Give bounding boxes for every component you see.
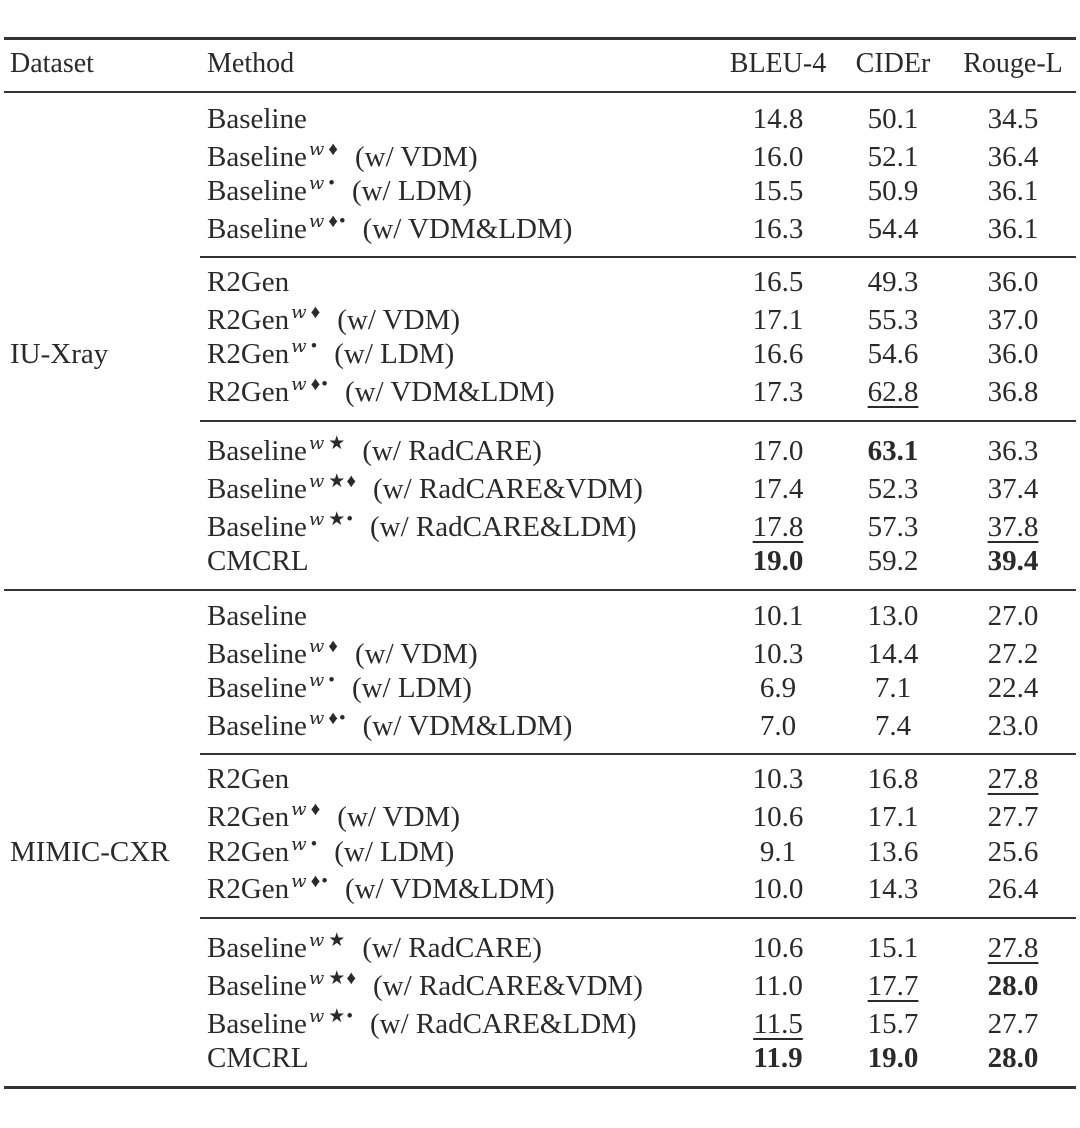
method-name: R2Gen [207, 266, 290, 298]
method-variant-marker [309, 968, 357, 989]
header-cider: CIDEr [855, 48, 931, 79]
cider-cell-value: 62.8 [867, 376, 919, 408]
superscript-w: w [291, 336, 308, 357]
bleu-cell [723, 599, 833, 633]
cider-cell-value: 7.1 [874, 672, 912, 704]
superscript-w: w [308, 433, 326, 454]
method-variant-marker [309, 636, 339, 657]
group-separator-rule [200, 256, 1076, 258]
bleu-cell-value: 17.0 [752, 435, 804, 467]
rouge-cell [955, 969, 1071, 1003]
rouge-cell-value: 28.0 [987, 970, 1039, 1002]
superscript-w: w [308, 211, 326, 232]
group-separator-rule [200, 753, 1076, 755]
method-name: Baseline [207, 638, 307, 670]
method-cell [207, 337, 454, 371]
variant-symbols: ♦• [310, 374, 329, 395]
dataset-label: MIMIC-CXR [10, 836, 170, 868]
method-variant-marker [291, 799, 321, 820]
cider-cell-value: 50.1 [867, 103, 919, 135]
bleu-cell [723, 174, 833, 208]
method-cell [207, 1007, 637, 1041]
superscript-w: w [291, 871, 308, 892]
rouge-cell [955, 472, 1071, 506]
superscript-w: w [291, 374, 308, 395]
rouge-cell-value: 22.4 [987, 672, 1039, 704]
rouge-cell [955, 709, 1071, 743]
bleu-cell [723, 872, 833, 906]
superscript-w: w [308, 139, 326, 160]
bleu-cell [723, 510, 833, 544]
variant-symbols: ★ [328, 433, 347, 454]
bleu-cell-value: 17.4 [752, 473, 804, 505]
rouge-cell [955, 337, 1071, 371]
superscript-w: w [308, 1006, 326, 1027]
method-variant-description: (w/ LDM) [334, 836, 455, 868]
rouge-cell-value: 27.8 [987, 932, 1039, 964]
method-variant-description: (w/ LDM) [334, 338, 455, 370]
method-variant-marker [309, 139, 339, 160]
method-cell [207, 510, 637, 544]
rouge-cell [955, 212, 1071, 246]
method-name: Baseline [207, 600, 307, 632]
bleu-cell [723, 337, 833, 371]
rouge-cell [955, 1041, 1071, 1075]
method-name: Baseline [207, 932, 307, 964]
cider-cell-value: 15.7 [867, 1008, 919, 1040]
group-separator-rule [200, 420, 1076, 422]
method-cell [207, 140, 478, 174]
bleu-cell [723, 800, 833, 834]
bottom-rule [4, 1086, 1076, 1089]
rouge-cell-value: 37.8 [987, 511, 1039, 543]
method-variant-description: (w/ LDM) [351, 672, 472, 704]
cider-cell [838, 102, 948, 136]
cider-cell [838, 434, 948, 468]
method-cell [207, 969, 643, 1003]
cider-cell-value: 16.8 [867, 763, 919, 795]
rouge-cell-value: 26.4 [987, 873, 1039, 905]
method-name: Baseline [207, 970, 307, 1002]
method-variant-description: (w/ VDM&LDM) [344, 376, 555, 408]
method-variant-description: (w/ VDM) [354, 141, 478, 173]
cider-cell [838, 337, 948, 371]
method-variant-description: (w/ VDM&LDM) [362, 213, 573, 245]
variant-symbols: ♦• [310, 871, 329, 892]
method-variant-marker [309, 708, 347, 729]
bleu-cell [723, 969, 833, 1003]
bleu-cell [723, 140, 833, 174]
superscript-w: w [308, 670, 326, 691]
method-name: CMCRL [207, 545, 309, 577]
rouge-cell-value: 39.4 [987, 545, 1039, 577]
method-cell [207, 931, 542, 965]
method-cell [207, 472, 643, 506]
method-name: Baseline [207, 1008, 307, 1040]
method-cell [207, 102, 307, 136]
method-variant-marker [309, 173, 336, 194]
cider-cell-value: 49.3 [867, 266, 919, 298]
cider-cell-value: 52.3 [867, 473, 919, 505]
group-separator-rule [200, 917, 1076, 919]
cider-cell [838, 709, 948, 743]
bleu-cell-value: 16.0 [752, 141, 804, 173]
variant-symbols: ★• [328, 509, 354, 530]
cider-cell [838, 1041, 948, 1075]
bleu-cell-value: 10.1 [752, 600, 804, 632]
method-variant-marker [309, 930, 346, 951]
dataset-label: IU-Xray [10, 338, 109, 370]
cider-cell-value: 50.9 [867, 175, 919, 207]
method-variant-description: (w/ RadCARE&LDM) [369, 1008, 637, 1040]
method-name: R2Gen [207, 873, 290, 905]
method-name: Baseline [207, 511, 307, 543]
cider-cell [838, 375, 948, 409]
method-variant-marker [291, 871, 329, 892]
method-cell [207, 872, 555, 906]
rouge-cell [955, 599, 1071, 633]
bleu-cell [723, 265, 833, 299]
method-variant-marker [291, 374, 329, 395]
cider-cell [838, 637, 948, 671]
cider-cell-value: 13.6 [867, 836, 919, 868]
rouge-cell [955, 671, 1071, 705]
cider-cell-value: 7.4 [874, 710, 912, 742]
superscript-w: w [308, 509, 326, 530]
cider-cell [838, 265, 948, 299]
method-variant-marker [309, 1006, 354, 1027]
bleu-cell [723, 1007, 833, 1041]
method-name: Baseline [207, 473, 307, 505]
cider-cell-value: 14.4 [867, 638, 919, 670]
method-variant-description: (w/ VDM&LDM) [344, 873, 555, 905]
bleu-cell-value: 16.6 [752, 338, 804, 370]
variant-symbols: ★• [328, 1006, 354, 1027]
method-name: Baseline [207, 672, 307, 704]
bleu-cell-value: 11.0 [753, 970, 803, 1002]
cider-cell [838, 212, 948, 246]
cider-cell [838, 931, 948, 965]
bleu-cell [723, 303, 833, 337]
variant-symbols: ★♦ [328, 968, 358, 989]
rouge-cell [955, 174, 1071, 208]
bleu-cell [723, 472, 833, 506]
cider-cell [838, 800, 948, 834]
method-variant-marker [309, 211, 347, 232]
variant-symbols: ♦• [328, 211, 347, 232]
rouge-cell [955, 303, 1071, 337]
rouge-cell-value: 23.0 [987, 710, 1039, 742]
bleu-cell-value: 11.5 [753, 1008, 803, 1040]
method-name: Baseline [207, 141, 307, 173]
cider-cell [838, 762, 948, 796]
rouge-cell-value: 36.1 [987, 175, 1039, 207]
method-cell [207, 709, 572, 743]
cider-cell-value: 54.4 [867, 213, 919, 245]
bleu-cell [723, 1041, 833, 1075]
method-name: R2Gen [207, 338, 290, 370]
cider-cell [838, 671, 948, 705]
cider-cell [838, 140, 948, 174]
method-cell [207, 303, 460, 337]
bleu-cell-value: 10.0 [752, 873, 804, 905]
cider-cell-value: 17.7 [867, 970, 919, 1002]
method-cell [207, 265, 289, 299]
cider-cell-value: 52.1 [867, 141, 919, 173]
method-name: R2Gen [207, 376, 290, 408]
bleu-cell-value: 10.6 [752, 801, 804, 833]
rouge-cell [955, 375, 1071, 409]
bleu-cell-value: 10.6 [752, 932, 804, 964]
bleu-cell-value: 15.5 [752, 175, 804, 207]
bleu-cell-value: 10.3 [752, 763, 804, 795]
method-name: R2Gen [207, 801, 290, 833]
bleu-cell-value: 17.1 [752, 304, 804, 336]
method-cell [207, 637, 478, 671]
bleu-cell [723, 709, 833, 743]
bleu-cell [723, 212, 833, 246]
cider-cell [838, 599, 948, 633]
method-cell [207, 544, 309, 578]
rouge-cell [955, 931, 1071, 965]
variant-symbols: • [310, 834, 319, 855]
method-cell [207, 671, 472, 705]
header-method: Method [207, 48, 295, 79]
cider-cell [838, 174, 948, 208]
method-name: R2Gen [207, 763, 290, 795]
rouge-cell [955, 140, 1071, 174]
method-name: Baseline [207, 435, 307, 467]
cider-cell-value: 63.1 [867, 435, 919, 467]
superscript-w: w [308, 173, 326, 194]
method-variant-marker [309, 433, 346, 454]
method-variant-description: (w/ LDM) [351, 175, 472, 207]
superscript-w: w [291, 834, 308, 855]
superscript-w: w [291, 302, 308, 323]
method-name: CMCRL [207, 1042, 309, 1074]
bleu-cell-value: 17.8 [752, 511, 804, 543]
bleu-cell-value: 6.9 [759, 672, 797, 704]
method-name: R2Gen [207, 836, 290, 868]
method-cell [207, 174, 472, 208]
bleu-cell-value: 9.1 [759, 836, 797, 868]
bleu-cell-value: 16.5 [752, 266, 804, 298]
top-rule [4, 37, 1076, 40]
bleu-cell [723, 637, 833, 671]
rouge-cell-value: 27.7 [987, 1008, 1039, 1040]
bleu-cell [723, 931, 833, 965]
bleu-cell [723, 762, 833, 796]
method-variant-description: (w/ RadCARE&VDM) [373, 970, 643, 1002]
header-dataset: Dataset [10, 48, 94, 79]
rouge-cell-value: 27.7 [987, 801, 1039, 833]
variant-symbols: ♦ [310, 799, 322, 820]
bleu-cell [723, 434, 833, 468]
header-rouge: Rouge-L [963, 48, 1063, 79]
bleu-cell [723, 835, 833, 869]
rouge-cell-value: 27.2 [987, 638, 1039, 670]
variant-symbols: ♦ [328, 636, 339, 657]
rouge-cell-value: 36.0 [987, 266, 1039, 298]
rouge-cell-value: 37.0 [987, 304, 1039, 336]
bleu-cell [723, 102, 833, 136]
cider-cell-value: 19.0 [867, 1042, 919, 1074]
method-variant-marker [291, 834, 318, 855]
rouge-cell-value: 27.0 [987, 600, 1039, 632]
method-variant-description: (w/ RadCARE&VDM) [373, 473, 643, 505]
cider-cell [838, 510, 948, 544]
cider-cell-value: 55.3 [867, 304, 919, 336]
bleu-cell [723, 671, 833, 705]
bleu-cell-value: 16.3 [752, 213, 804, 245]
cider-cell [838, 1007, 948, 1041]
method-variant-marker [309, 509, 354, 530]
header-bleu: BLEU-4 [729, 48, 827, 79]
variant-symbols: ♦• [328, 708, 347, 729]
method-variant-description: (w/ VDM&LDM) [362, 710, 573, 742]
rouge-cell [955, 265, 1071, 299]
method-cell [207, 434, 542, 468]
variant-symbols: • [310, 336, 319, 357]
method-cell [207, 1041, 309, 1075]
cider-cell-value: 15.1 [867, 932, 919, 964]
method-variant-description: (w/ VDM) [354, 638, 478, 670]
rouge-cell-value: 34.5 [987, 103, 1039, 135]
bleu-cell [723, 375, 833, 409]
method-variant-description: (w/ RadCARE) [362, 932, 542, 964]
method-cell [207, 599, 307, 633]
method-cell [207, 212, 572, 246]
dataset-separator-rule [4, 589, 1076, 591]
cider-cell-value: 13.0 [867, 600, 919, 632]
cider-cell [838, 472, 948, 506]
method-variant-description: (w/ VDM) [337, 801, 461, 833]
variant-symbols: ★♦ [328, 471, 358, 492]
method-name: Baseline [207, 175, 307, 207]
variant-symbols: ♦ [310, 302, 322, 323]
rouge-cell-value: 36.1 [987, 213, 1039, 245]
bleu-cell-value: 17.3 [752, 376, 804, 408]
rouge-cell [955, 835, 1071, 869]
bleu-cell-value: 7.0 [759, 710, 797, 742]
method-variant-marker [291, 302, 321, 323]
rouge-cell-value: 37.4 [987, 473, 1039, 505]
bleu-cell-value: 14.8 [752, 103, 804, 135]
superscript-w: w [308, 471, 326, 492]
rouge-cell-value: 25.6 [987, 836, 1039, 868]
cider-cell [838, 969, 948, 1003]
superscript-w: w [308, 930, 326, 951]
method-cell [207, 375, 555, 409]
method-cell [207, 800, 460, 834]
rouge-cell [955, 872, 1071, 906]
method-name: Baseline [207, 103, 307, 135]
cider-cell-value: 59.2 [867, 545, 919, 577]
method-cell [207, 835, 454, 869]
rouge-cell-value: 36.3 [987, 435, 1039, 467]
method-name: Baseline [207, 710, 307, 742]
superscript-w: w [308, 968, 326, 989]
variant-symbols: ★ [328, 930, 347, 951]
rouge-cell [955, 434, 1071, 468]
cider-cell [838, 303, 948, 337]
cider-cell-value: 14.3 [867, 873, 919, 905]
method-variant-description: (w/ RadCARE&LDM) [369, 511, 637, 543]
rouge-cell-value: 28.0 [987, 1042, 1039, 1074]
variant-symbols: ♦ [328, 139, 339, 160]
bleu-cell-value: 10.3 [752, 638, 804, 670]
cider-cell-value: 57.3 [867, 511, 919, 543]
cider-cell-value: 17.1 [867, 801, 919, 833]
superscript-w: w [291, 799, 308, 820]
rouge-cell [955, 1007, 1071, 1041]
method-cell [207, 762, 289, 796]
variant-symbols: • [328, 173, 336, 194]
cider-cell [838, 544, 948, 578]
rouge-cell-value: 36.4 [987, 141, 1039, 173]
rouge-cell-value: 36.8 [987, 376, 1039, 408]
method-variant-marker [309, 670, 336, 691]
rouge-cell [955, 510, 1071, 544]
method-variant-marker [291, 336, 318, 357]
cider-cell-value: 54.6 [867, 338, 919, 370]
method-variant-description: (w/ RadCARE) [362, 435, 542, 467]
rouge-cell [955, 544, 1071, 578]
variant-symbols: • [328, 670, 336, 691]
rouge-cell [955, 637, 1071, 671]
rouge-cell-value: 36.0 [987, 338, 1039, 370]
method-name: R2Gen [207, 304, 290, 336]
header-rule [4, 91, 1076, 93]
bleu-cell-value: 19.0 [752, 545, 804, 577]
cider-cell [838, 872, 948, 906]
bleu-cell [723, 544, 833, 578]
method-name: Baseline [207, 213, 307, 245]
superscript-w: w [308, 708, 326, 729]
bleu-cell-value: 11.9 [753, 1042, 803, 1074]
rouge-cell [955, 762, 1071, 796]
superscript-w: w [308, 636, 326, 657]
cider-cell [838, 835, 948, 869]
rouge-cell-value: 27.8 [987, 763, 1039, 795]
rouge-cell [955, 800, 1071, 834]
method-variant-marker [309, 471, 357, 492]
method-variant-description: (w/ VDM) [337, 304, 461, 336]
rouge-cell [955, 102, 1071, 136]
